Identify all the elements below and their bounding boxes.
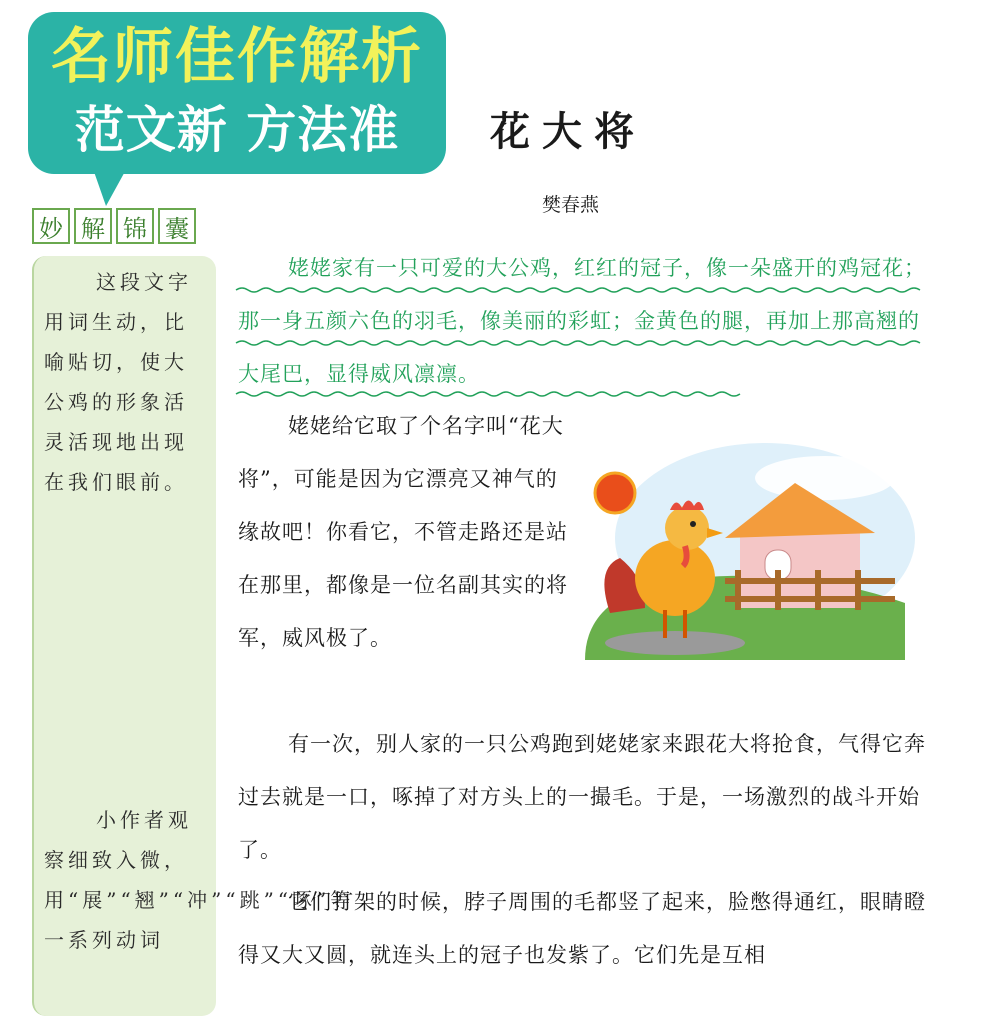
paragraph-1: 姥姥家有一只可爱的大公鸡，红红的冠子，像一朵盛开的鸡冠花；那一身五颜六色的羽毛，像美丽的彩虹；金黄色的腿，再加上那高翘的大尾巴，显得威风凛凛。 (238, 256, 926, 386)
side-note-1: 这段文字用词生动，比喻贴切，使大公鸡的形象活灵活现地出现在我们眼前。 (44, 270, 192, 494)
tips-label (32, 208, 196, 244)
wavy-underline (236, 339, 922, 347)
wavy-underline (236, 390, 746, 398)
banner-headline: 名师佳作解析 (51, 22, 423, 92)
tip-char: 妙 (32, 208, 70, 244)
paragraph-2: 姥姥给它取了个名字叫“花大将”，可能是因为它漂亮又神气的缘故吧！你看它，不管走路还是站在那里，都像是一位名副其实的将军，威风极了。 (238, 414, 568, 650)
tip-char: 锦 (116, 208, 154, 244)
banner-tail (92, 166, 128, 206)
tip-char: 囊 (158, 208, 196, 244)
paragraph-3: 有一次，别人家的一只公鸡跑到姥姥家来跟花大将抢食，气得它奔过去就是一口，啄掉了对方头上的一撮毛。于是，一场激烈的战斗开始了。 (238, 732, 926, 862)
rooster-house-illustration (575, 438, 915, 660)
banner-subheadline: 范文新 方法准 (74, 101, 400, 159)
wavy-underline (236, 286, 922, 294)
tip-char: 解 (74, 208, 112, 244)
article-title: 花大将 (490, 108, 646, 155)
article-author: 樊春燕 (542, 194, 600, 216)
side-note-2: 小作者观察细致入微，用“展”“翘”“冲”“跳”“啄”等一系列动词 (44, 808, 355, 952)
paragraph-4: 它们打架的时候，脖子周围的毛都竖了起来，脸憋得通红，眼睛瞪得又大又圆，就连头上的冠子也发紫了。它们先是互相 (238, 890, 926, 967)
